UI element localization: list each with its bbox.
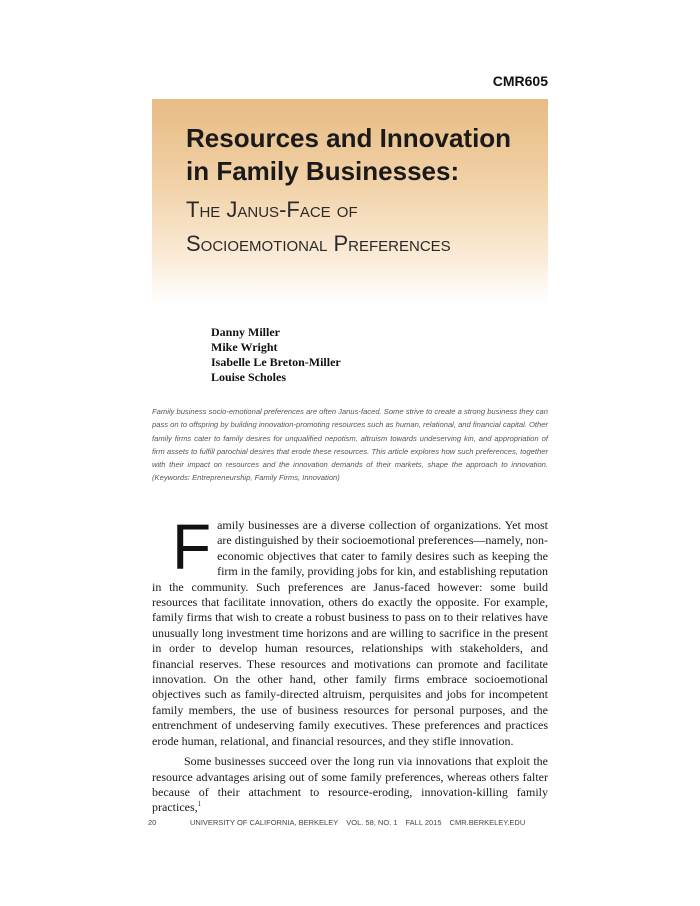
- article-body: [152, 511, 548, 816]
- subtitle-line-1: The Janus-Face of: [186, 197, 358, 222]
- author-name: Isabelle Le Breton-Miller: [211, 355, 341, 369]
- page-footer: [148, 818, 548, 827]
- drop-cap: F: [172, 511, 212, 583]
- body-paragraph-1: [152, 511, 548, 749]
- article-code: CMR605: [492, 73, 548, 89]
- title-line-1: Resources and Innovation: [186, 123, 512, 153]
- author-list: [211, 325, 341, 385]
- subtitle-line-2: Socioemotional Preferences: [186, 231, 451, 256]
- author-name: Louise Scholes: [211, 370, 287, 384]
- author-name: Mike Wright: [211, 340, 278, 354]
- abstract: Family business socio-emotional preferences are often Janus-faced. Some strive to create a strong business they can pass on to offspring by building innovation-promoting resources such as human, relational, and financial capital. Other family firms cater to family desires for unqualified nepotism, altruism towards undeserving kin, and appropriation of firm assets to fulfill parochial desires that erode these resources. This article explores how such preferences, together with their impact on resources and the innovation demands of their markets, shape the approach to innovation. (Keywords: Entrepreneurship, Family Firms, Innovation): [152, 407, 548, 483]
- page-number: 20: [148, 818, 157, 827]
- volume-issue: VOL. 58, NO. 1: [346, 818, 398, 827]
- article-title: [186, 122, 546, 188]
- publication-date: FALL 2015: [405, 818, 442, 827]
- article-subtitle: [186, 193, 546, 261]
- paragraph-2-text: Some businesses succeed over the long run via innovations that exploit the resource advantages arising out of some family preferences, whereas others falter because of their attachment to resource-eroding, innovation-killing family practices,: [152, 754, 548, 815]
- journal-url: CMR.BERKELEY.EDU: [449, 818, 526, 827]
- author-name: Danny Miller: [211, 325, 280, 339]
- paragraph-1-text: amily businesses are a diverse collection of organizations. Yet most are distinguished by their socioemotional preferences—namely, non-economic objectives that cater to family desires such as keeping the firm in the family, providing jobs for kin, and establishing reputation in the community. Such preferences are Janus-faced however: some build resources that facilitate innovation, others do exactly the opposite. For example, family firms that wish to create a robust business to pass on to their relatives have unusually long investment time horizons and are willing to sacrifice in the present in order to develop human resources, relationships with stakeholders, and financial reserves. These resources and motivations can promote and facilitate innovation. On the other hand, other family firms embrace socioemotional objectives such as family-directed altruism, perquisites and jobs for incompetent family members, the use of business resources for personal purposes, and the entrenchment of undeserving family executives. These preferences and practices erode human, relational, and financial resources, and they stifle innovation.: [152, 518, 548, 748]
- body-paragraph-2: [152, 754, 548, 816]
- journal-name: UNIVERSITY OF CALIFORNIA, BERKELEY: [190, 818, 339, 827]
- title-line-2: in Family Businesses:: [186, 156, 460, 186]
- footnote-marker: 1: [197, 800, 202, 809]
